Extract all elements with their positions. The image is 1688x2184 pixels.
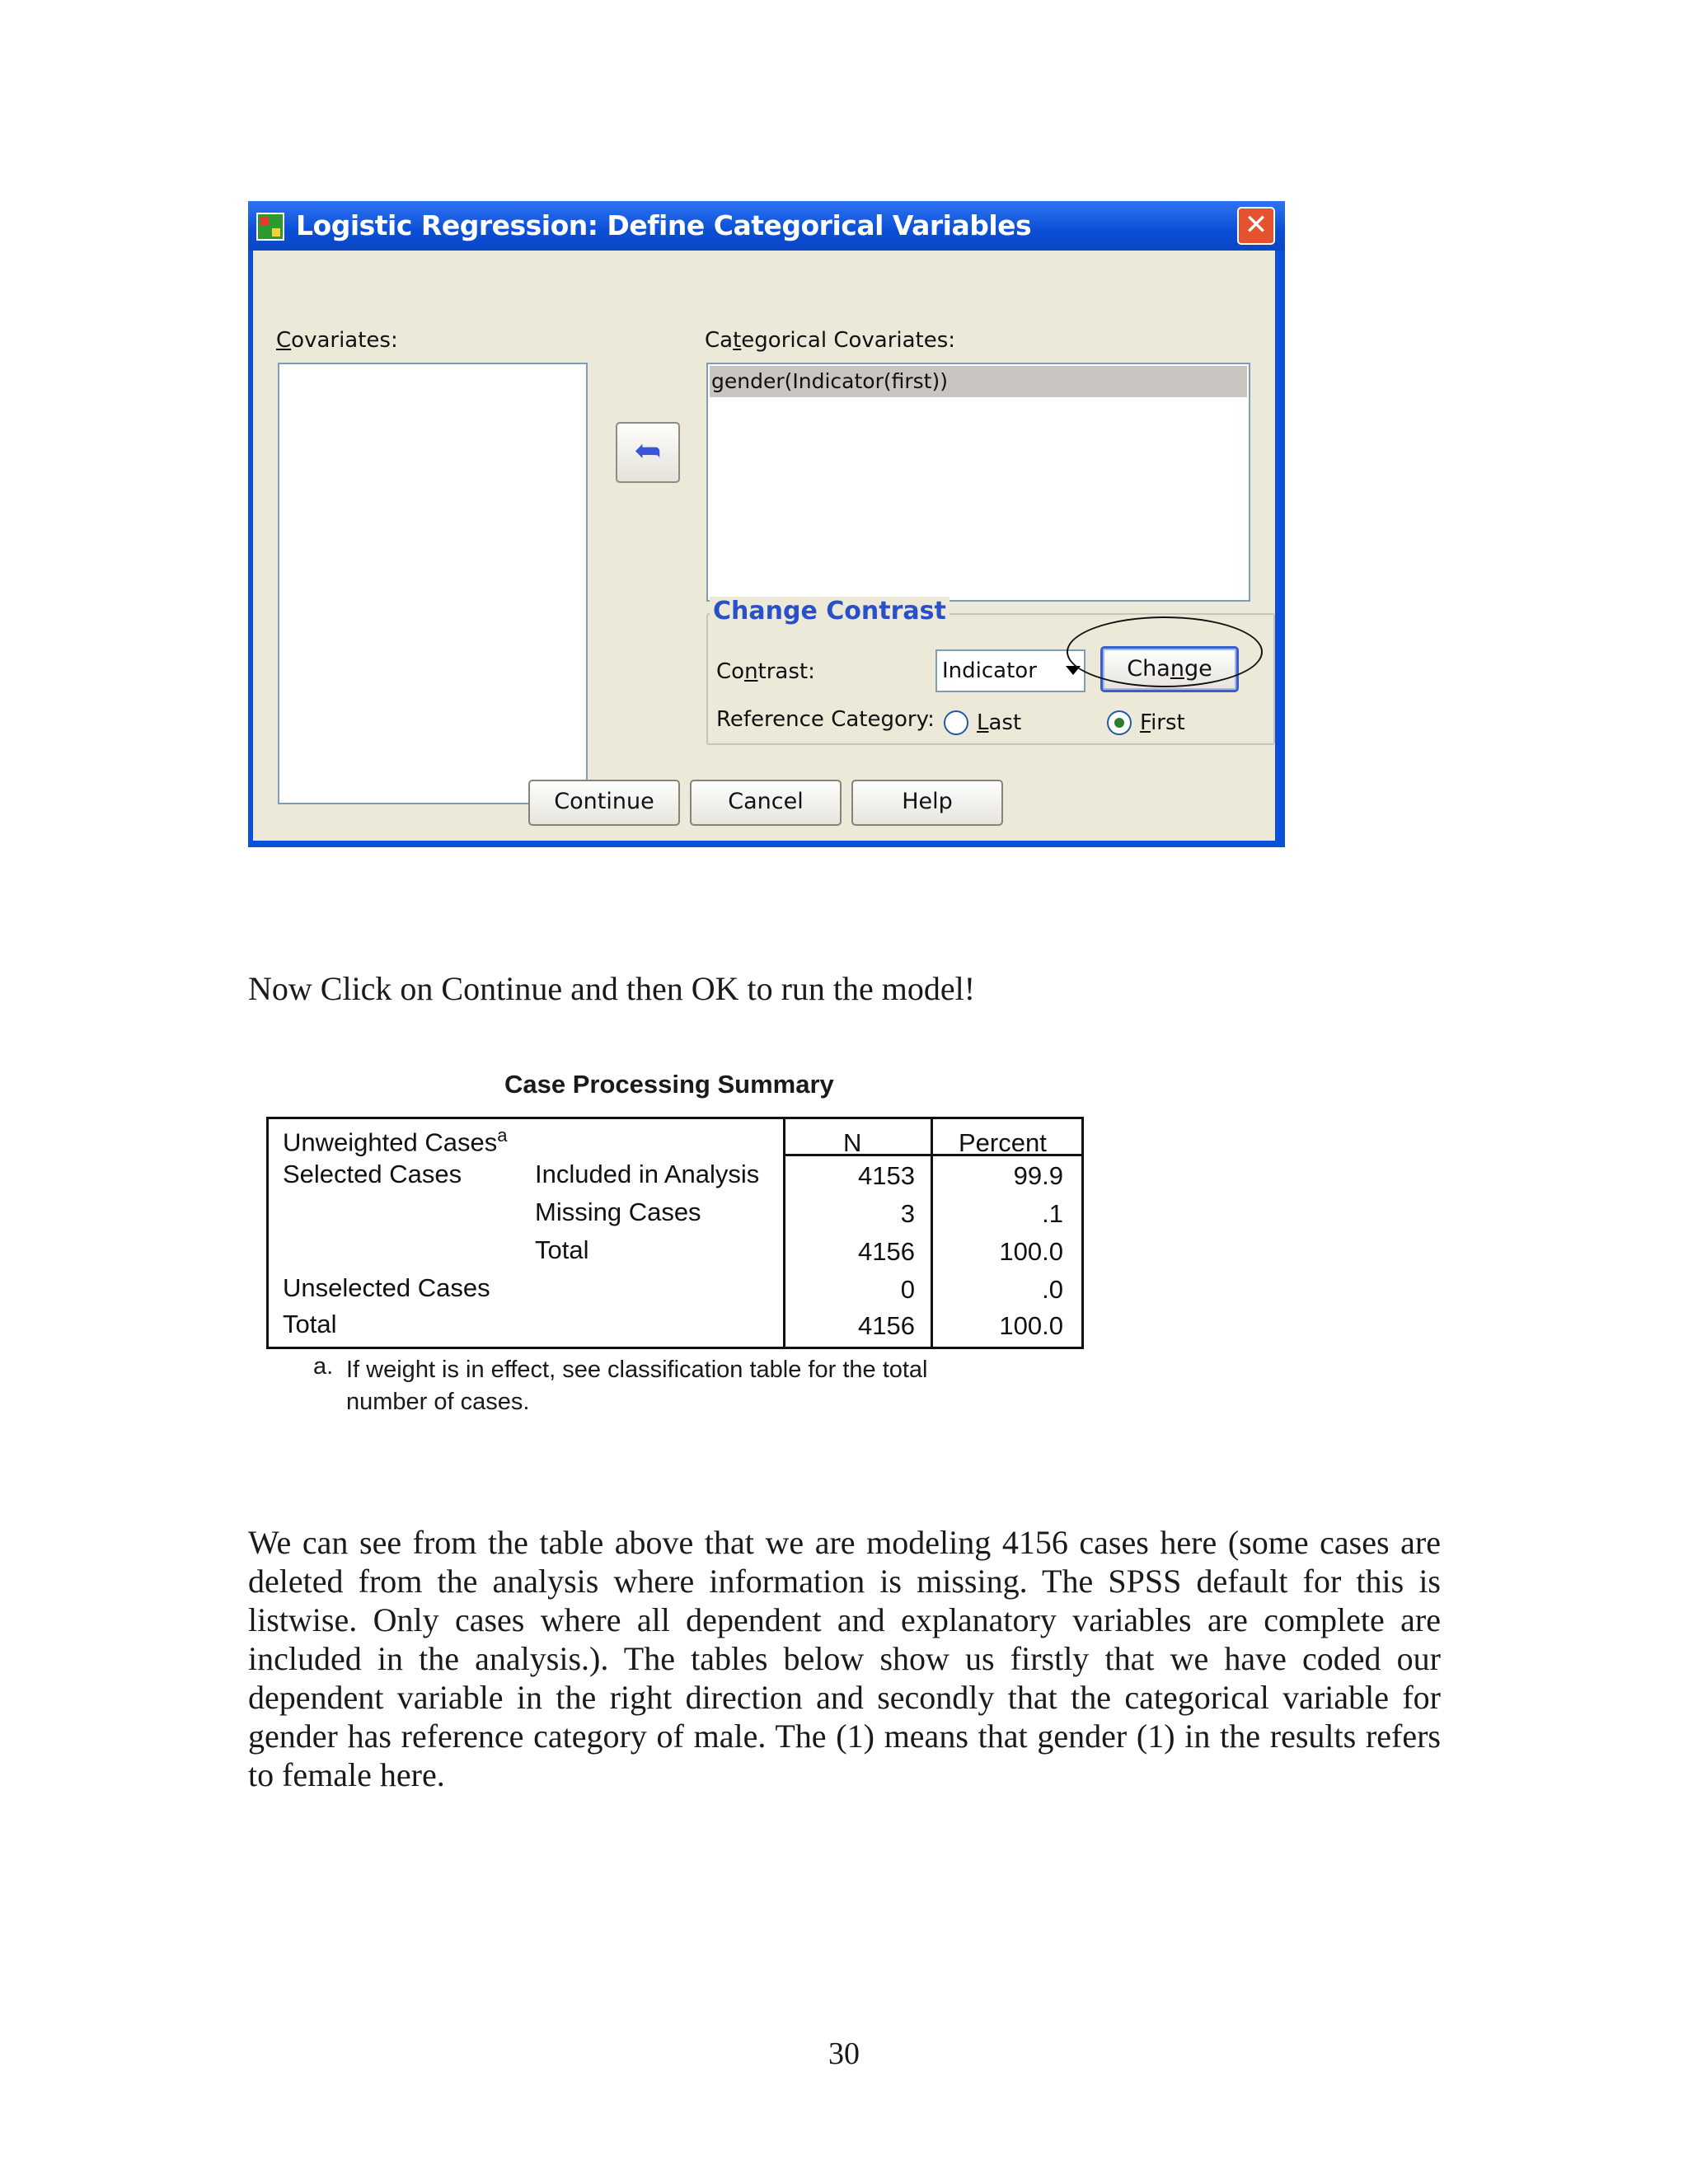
highlight-ellipse-annotation <box>1067 616 1263 687</box>
row-n-value: 0 <box>900 1275 915 1304</box>
table-divider <box>783 1117 785 1349</box>
covariates-label: Covariates: <box>276 328 398 353</box>
instruction-text: Now Click on Continue and then OK to run the model! <box>248 970 976 1007</box>
row-percent-value: .0 <box>1042 1275 1063 1304</box>
spss-app-icon <box>256 213 284 241</box>
move-back-arrow-button[interactable] <box>616 422 680 483</box>
dialog-titlebar[interactable] <box>248 201 1285 251</box>
radio-last[interactable] <box>944 710 968 735</box>
reference-category-label: Reference Category: <box>716 707 935 732</box>
row-n-value: 4156 <box>858 1311 915 1340</box>
row-group-label: Selected Cases <box>283 1160 462 1188</box>
categorical-covariates-listbox[interactable] <box>706 363 1250 602</box>
row-n-value: 4156 <box>858 1237 915 1266</box>
contrast-select[interactable] <box>935 649 1085 692</box>
cancel-button[interactable]: Cancel <box>690 780 842 826</box>
footnote-line: If weight is in effect, see classification table for the total <box>346 1357 928 1383</box>
continue-button[interactable]: Continue <box>528 780 680 826</box>
row-group-label: Total <box>283 1310 337 1338</box>
body-paragraph: We can see from the table above that we are modeling 4156 cases here (some cases are deleted from the analysis where information is missing. The SPSS default for this is listwise. Only cases where all dependent and explanatory variables are complete are included in the analysis.). The tables below show us firstly that we have coded our dependent variable in the right direction and secondly that the categorical variable for gender has reference category of male. The (1) means that gender (1) in the results refers to female here. <box>248 1524 1441 1793</box>
close-icon[interactable]: ✕ <box>1237 207 1275 245</box>
footnote-marker: a. <box>313 1353 334 1380</box>
radio-last-label: Last <box>977 710 1022 735</box>
change-contrast-title: Change Contrast <box>710 597 950 626</box>
table-footnote <box>313 1354 1055 1418</box>
change-button[interactable]: Change <box>1100 646 1239 692</box>
back-arrow-icon: ➦ <box>634 432 662 470</box>
page-number: 30 <box>828 2036 860 2071</box>
footnote-line: number of cases. <box>346 1389 530 1415</box>
row-percent-value: 100.0 <box>999 1237 1063 1266</box>
row-sub-label: Total <box>535 1235 589 1264</box>
covariates-listbox[interactable] <box>278 363 588 804</box>
categorical-covariate-item[interactable]: gender(Indicator(first)) <box>710 366 1247 397</box>
row-percent-value: 99.9 <box>1013 1161 1063 1190</box>
define-categorical-variables-dialog <box>248 201 1285 847</box>
case-processing-summary-table <box>266 1117 1084 1349</box>
table-caption: Case Processing Summary <box>504 1070 834 1099</box>
radio-first-label: First <box>1140 710 1185 735</box>
dialog-title: Logistic Regression: Define Categorical Variables <box>296 209 1032 241</box>
categorical-covariates-label: Categorical Covariates: <box>705 328 956 353</box>
header-row-label: Unweighted Cases$^a$ <box>283 1125 508 1157</box>
radio-first[interactable] <box>1107 710 1132 735</box>
row-n-value: 4153 <box>858 1161 915 1190</box>
row-group-label: Unselected Cases <box>283 1273 490 1302</box>
row-sub-label: Missing Cases <box>535 1197 701 1226</box>
contrast-select-value: Indicator <box>942 658 1037 683</box>
header-percent: Percent <box>959 1128 1047 1157</box>
row-percent-value: 100.0 <box>999 1311 1063 1340</box>
row-n-value: 3 <box>900 1199 915 1228</box>
row-sub-label: Included in Analysis <box>535 1160 760 1188</box>
help-button[interactable]: Help <box>851 780 1003 826</box>
row-percent-value: .1 <box>1042 1199 1063 1228</box>
contrast-label: Contrast: <box>716 659 815 684</box>
dialog-client-area <box>253 251 1275 841</box>
table-divider <box>931 1117 933 1349</box>
header-n: N <box>843 1128 862 1157</box>
